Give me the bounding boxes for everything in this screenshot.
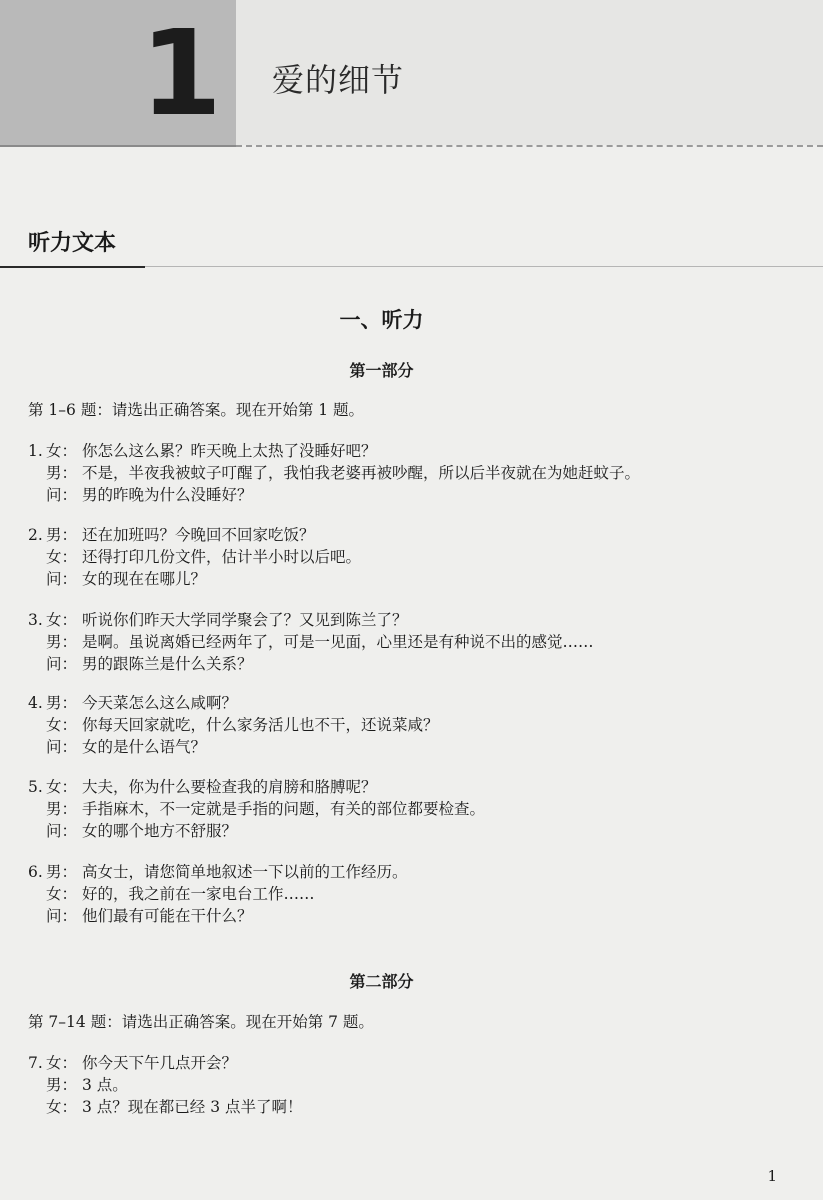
chapter-number-block [0,0,236,145]
speaker: 女： [46,548,78,566]
dialogue-text: 女的哪个地方不舒服？ [82,822,238,840]
dialogue-text: 大夫，你为什么要检查我的肩膀和胳膊呢？ [82,778,377,796]
header-dashed-divider [236,145,823,147]
speaker: 女： [46,1098,78,1116]
dialogue-text: 你每天回家就吃，什么家务活儿也不干，还说菜咸？ [82,716,439,734]
part2-instruction: 第 7–14 题：请选出正确答案。现在开始第 7 题。 [28,1013,374,1031]
speaker: 问： [46,822,78,840]
dialogue-text: 好的，我之前在一家电台工作…… [82,885,315,903]
dialogue-text: 女的是什么语气？ [82,738,207,756]
speaker: 问： [46,655,78,673]
speaker: 女： [46,716,78,734]
page-number: 1 [767,1167,777,1185]
question [28,524,361,590]
speaker: 问： [46,907,78,925]
question-number: 7. [28,1054,43,1072]
dialogue-text: 听说你们昨天大学同学聚会了？又见到陈兰了？ [82,611,408,629]
speaker: 女： [46,1054,78,1072]
dialogue-text: 你今天下午几点开会？ [82,1054,238,1072]
question-number: 5. [28,778,43,796]
question [28,609,594,675]
question-number: 1. [28,442,43,460]
speaker: 男： [46,1076,78,1094]
listening-heading: 一、听力 [339,308,424,332]
header-underline [0,145,236,147]
question [28,861,408,927]
question [28,692,439,758]
dialogue-text: 高女士，请您简单地叙述一下以前的工作经历。 [82,863,408,881]
question [28,776,485,842]
speaker: 女： [46,778,78,796]
dialogue-text: 今天菜怎么这么咸啊？ [82,694,238,712]
chapter-title: 爱的细节 [272,61,405,99]
dialogue-text: 男的昨晚为什么没睡好？ [82,486,253,504]
speaker: 男： [46,526,78,544]
part1-instruction: 第 1–6 题：请选出正确答案。现在开始第 1 题。 [28,401,365,419]
dialogue-text: 你怎么这么累？昨天晚上太热了没睡好吧？ [82,442,377,460]
section-rule [0,266,145,268]
question [28,440,640,506]
speaker: 女： [46,611,78,629]
speaker: 男： [46,800,78,818]
dialogue-text: 还在加班吗？今晚回不回家吃饭？ [82,526,315,544]
speaker: 问： [46,486,78,504]
question [28,1052,303,1118]
dialogue-text: 他们最有可能在干什么？ [82,907,253,925]
question-number: 4. [28,694,43,712]
chapter-number: 1 [140,4,223,142]
section-rule-thin [145,266,823,267]
dialogue-text: 还得打印几份文件，估计半小时以后吧。 [82,548,362,566]
question-number: 3. [28,611,43,629]
speaker: 问： [46,738,78,756]
dialogue-text: 是啊。虽说离婚已经两年了，可是一见面，心里还是有种说不出的感觉…… [82,633,594,651]
speaker: 女： [46,885,78,903]
part1-title: 第一部分 [349,361,414,380]
dialogue-text: 3 点。 [82,1076,128,1094]
speaker: 女： [46,442,78,460]
speaker: 男： [46,633,78,651]
section-title: 听力文本 [28,231,117,256]
dialogue-text: 手指麻木，不一定就是手指的问题，有关的部位都要检查。 [82,800,486,818]
question-number: 6. [28,863,43,881]
speaker: 问： [46,570,78,588]
dialogue-text: 女的现在在哪儿？ [82,570,207,588]
part2-title: 第二部分 [349,972,414,991]
dialogue-text: 3 点？现在都已经 3 点半了啊！ [82,1098,303,1116]
question-number: 2. [28,526,43,544]
dialogue-text: 不是，半夜我被蚊子叮醒了，我怕我老婆再被吵醒，所以后半夜就在为她赶蚊子。 [82,464,641,482]
speaker: 男： [46,464,78,482]
dialogue-text: 男的跟陈兰是什么关系？ [82,655,253,673]
speaker: 男： [46,694,78,712]
speaker: 男： [46,863,78,881]
